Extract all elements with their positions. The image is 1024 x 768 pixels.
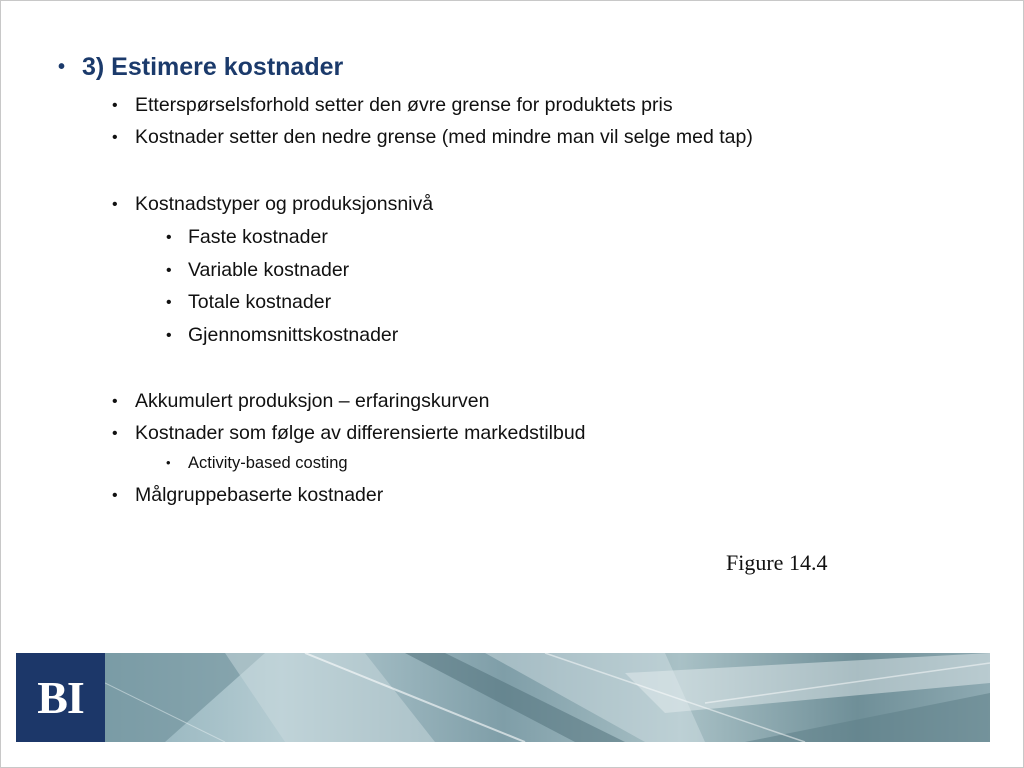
list-item [112,390,489,413]
bullet-icon: • [58,56,66,78]
sub-list-item [166,291,331,314]
list-item-text: Etterspørselsforhold setter den øvre grense for produktets pris [135,94,673,116]
list-item-text: Kostnader setter den nedre grense (med mindre man vil selge med tap) [135,126,753,148]
list-item-text: Kostnadstyper og produksjonsnivå [135,193,434,215]
list-item [112,94,673,117]
list-item [112,484,383,507]
list-item-text: Akkumulert produksjon – erfaringskurven [135,390,490,412]
bullet-icon: • [166,294,172,311]
sub-list-item [166,454,348,473]
list-item-text: Variable kostnader [188,259,350,281]
footer-banner [16,653,990,742]
figure-label: Figure 14.4 [726,550,828,575]
list-item-text: Kostnader som følge av differensierte markedstilbud [135,422,586,444]
bullet-icon: • [112,487,118,504]
slide-heading [58,53,343,82]
bullet-icon: • [112,196,118,213]
list-item-text: Faste kostnader [188,226,328,248]
list-item-text: Activity-based costing [188,454,348,472]
sub-list-item [166,324,398,347]
bullet-icon: • [166,327,172,344]
bullet-icon: • [112,97,118,114]
architecture-photo [105,653,990,742]
logo-text: BI [37,672,84,723]
list-item-text: Totale kostnader [188,291,332,313]
bi-logo [16,653,105,742]
bullet-icon: • [112,393,118,410]
list-item-text: Gjennomsnittskostnader [188,324,399,346]
sub-list-item [166,226,328,249]
list-item [112,126,753,149]
list-item [112,422,586,445]
list-item-text: Målgruppebaserte kostnader [135,484,384,506]
sub-list-item [166,259,349,282]
bullet-icon: • [112,425,118,442]
bullet-icon: • [166,229,172,246]
bullet-icon: • [166,262,172,279]
bullet-icon: • [112,129,118,146]
heading-text: 3) Estimere kostnader [82,53,344,81]
photo-graphic [105,653,990,742]
list-item [112,193,433,216]
bullet-icon: • [166,455,171,470]
